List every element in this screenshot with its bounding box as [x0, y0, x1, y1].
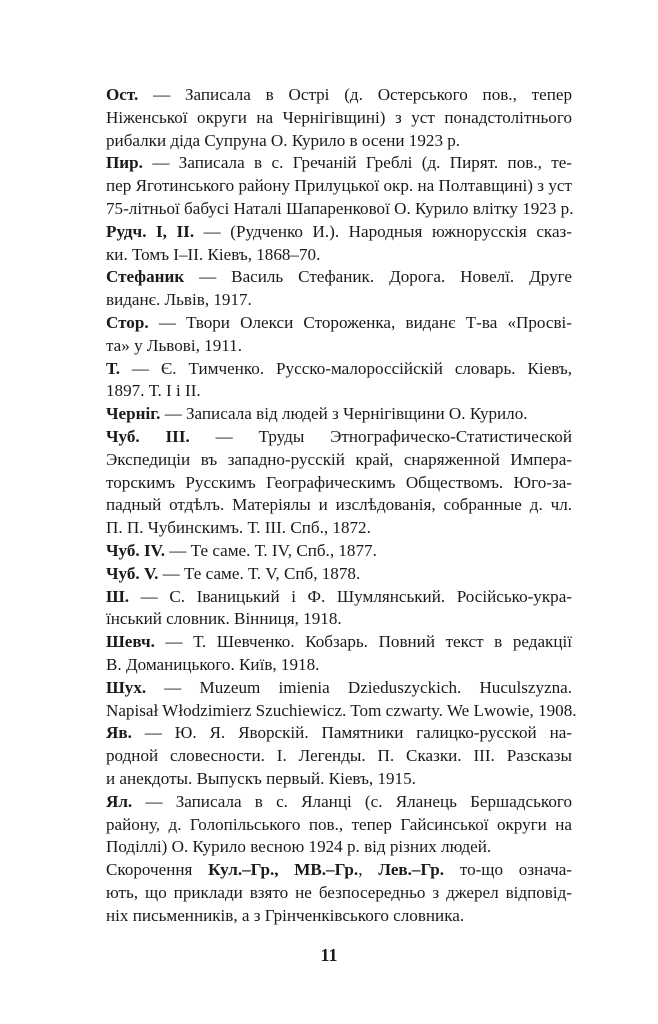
abbreviation-entry	[106, 791, 572, 859]
text-line	[106, 494, 572, 517]
text-line	[106, 700, 577, 723]
text-line	[106, 175, 572, 198]
abbreviation-label: Чуб. III.	[106, 426, 190, 446]
line-text: 1897. Т. I і II.	[106, 381, 201, 401]
text-line	[106, 358, 572, 381]
line-text: то-що означа-	[444, 860, 572, 880]
line-text: їнський словник. Вінниця, 1918.	[106, 609, 342, 629]
line-text: пер Яготинського району Прилуцької окр. на Полтавщині) з уст	[106, 176, 572, 196]
line-text: родной словесности. І. Легенды. П. Сказки. III. Разсказы	[106, 746, 572, 766]
text-line	[106, 745, 572, 768]
line-text: — С. Іваницький і Ф. Шумлянський. Російсько-укра-	[129, 586, 572, 606]
abbreviation-label: Кул.–Гр., МВ.–Гр.	[208, 860, 359, 880]
abbreviation-label: Т.	[106, 358, 120, 378]
text-line	[106, 791, 572, 814]
text-line	[106, 859, 572, 882]
text-line	[106, 152, 572, 175]
text-line	[106, 198, 572, 221]
line-text: — Труды Этнографическо-Статистической	[189, 426, 572, 446]
abbreviation-label: Ш.	[106, 586, 130, 606]
text-line	[106, 677, 572, 700]
abbreviation-label: Пир.	[106, 153, 143, 173]
line-text: — Василь Стефаник. Дорога. Новелї. Друге	[184, 267, 572, 287]
text-line	[106, 517, 572, 540]
abbreviation-label: Рудч. I, II.	[106, 221, 195, 241]
text-line	[106, 905, 572, 928]
line-text: — Записала в Острі (д. Остерського пов., тепер	[138, 85, 572, 104]
line-text: торскимъ Русскимъ Географическимъ Обществомъ. Юго-за-	[106, 472, 572, 492]
text-line	[106, 722, 572, 745]
abbreviation-entry	[106, 859, 572, 927]
line-text: Экспедиціи въ западно-русскій край, снаряженной Импера-	[106, 449, 572, 469]
abbreviation-label: Ост.	[106, 85, 139, 104]
line-text: та» у Львові, 1911.	[106, 335, 242, 355]
line-text: Поділлі) О. Курило весною 1924 р. від різних людей.	[106, 837, 492, 857]
text-line	[106, 221, 572, 244]
line-text: падный отдѣлъ. Матеріялы и изслѣдованія, собранные д. чл.	[106, 495, 572, 515]
abbreviation-entry	[106, 152, 572, 220]
text-line	[106, 107, 572, 130]
line-text: П. П. Чубинскимъ. Т. III. Спб., 1872.	[106, 518, 371, 538]
text-line	[106, 266, 572, 289]
line-text: ки. Томъ I–II. Кіевъ, 1868–70.	[106, 244, 321, 264]
line-text: и анекдоты. Выпускъ первый. Кіевъ, 1915.	[106, 768, 416, 788]
abbreviation-entry	[106, 266, 572, 312]
text-line	[106, 335, 572, 358]
line-text: В. Доманицького. Київ, 1918.	[106, 654, 320, 674]
abbreviation-label: Стефаник	[106, 267, 185, 287]
line-text: — Т. Шевченко. Кобзарь. Повний текст в редакції	[154, 632, 572, 652]
text-line	[106, 289, 572, 312]
line-text: рибалки діда Супруна О. Курило в осени 1923 р.	[106, 130, 461, 150]
text-line	[106, 403, 572, 426]
text-line	[106, 130, 572, 153]
abbreviation-entry	[106, 403, 572, 426]
abbreviation-entry	[106, 358, 572, 404]
abbreviation-label: Черніг.	[106, 404, 161, 424]
line-text: — Ю. Я. Яворскій. Памятники галицко-русской на-	[131, 723, 572, 743]
abbreviation-label: Шух.	[106, 677, 147, 697]
text-line	[106, 654, 572, 677]
page-number: 11	[320, 945, 338, 965]
page-body	[106, 84, 577, 927]
line-text: — Те саме. Т. IV, Спб., 1877.	[165, 540, 377, 560]
line-text: — Те саме. Т. V, Спб, 1878.	[158, 563, 361, 583]
line-text: виданє. Львів, 1917.	[106, 290, 252, 310]
text-line	[106, 449, 572, 472]
text-line	[106, 244, 572, 267]
line-text: Ніженської округи на Чернігівщині) з уст понадстолітнього	[106, 107, 572, 127]
abbreviation-entry	[106, 563, 572, 586]
text-line	[106, 540, 572, 563]
text-line	[106, 472, 572, 495]
text-line	[106, 836, 572, 859]
abbreviation-entry	[106, 677, 577, 723]
text-line	[106, 380, 572, 403]
abbreviation-label: Чуб. V.	[106, 563, 159, 583]
line-text: — Твори Олекси Стороженка, виданє Т-ва «Просві-	[148, 312, 572, 332]
abbreviation-entry	[106, 722, 572, 790]
line-text: — Є. Тимченко. Русско-малороссійскій словарь. Кіевъ,	[119, 358, 572, 378]
line-text: 75-літньої бабусі Наталі Шапаренкової О. Курило влітку 1923 р.	[106, 198, 574, 218]
line-text: — Записала в с. Гречаній Греблі (д. Пирят. пов., те-	[142, 153, 572, 173]
text-line	[106, 312, 572, 335]
text-line	[106, 586, 572, 609]
line-text: — Записала в с. Яланці (с. Яланець Бершадського	[132, 791, 572, 811]
abbreviation-entry	[106, 221, 572, 267]
abbreviation-entry	[106, 540, 572, 563]
line-text: ,	[358, 860, 379, 880]
line-text: — (Рудченко И.). Народныя южнорусскія сказ-	[194, 221, 572, 241]
abbreviation-label: Шевч.	[106, 632, 155, 652]
text-line	[106, 814, 572, 837]
line-text: Napisał Włodzimierz Szuchiewicz. Tom czwarty. We Lwowie, 1908.	[106, 700, 577, 720]
line-text: — Muzeum imienia Dzieduszyckich. Huculszyzna.	[146, 677, 572, 697]
text-line	[106, 84, 572, 107]
line-text: ніх письменників, а з Грінченківського словника.	[106, 905, 465, 925]
abbreviation-label: Лев.–Гр.	[378, 860, 445, 880]
text-line	[106, 563, 572, 586]
abbreviation-entry	[106, 586, 572, 632]
abbreviation-entry	[106, 426, 572, 540]
text-line	[106, 631, 572, 654]
text-line	[106, 768, 572, 791]
abbreviation-entry	[106, 312, 572, 358]
abbreviation-label: Яв.	[106, 723, 132, 743]
line-text: району, д. Голопільського пов., тепер Гайсинської округи на	[106, 814, 572, 834]
text-line	[106, 608, 572, 631]
text-line	[106, 882, 572, 905]
text-line	[106, 426, 572, 449]
abbreviation-label: Стор.	[106, 312, 149, 332]
line-text: Скорочення	[106, 860, 209, 880]
line-text: ють, що приклади взято не безпосередньо з джерел відповід-	[106, 882, 572, 902]
line-text: — Записала від людей з Чернігівщини О. Курило.	[160, 404, 528, 424]
abbreviation-entry	[106, 84, 572, 152]
abbreviation-entry	[106, 631, 572, 677]
abbreviation-label: Чуб. IV.	[106, 540, 166, 560]
abbreviation-label: Ял.	[106, 791, 133, 811]
